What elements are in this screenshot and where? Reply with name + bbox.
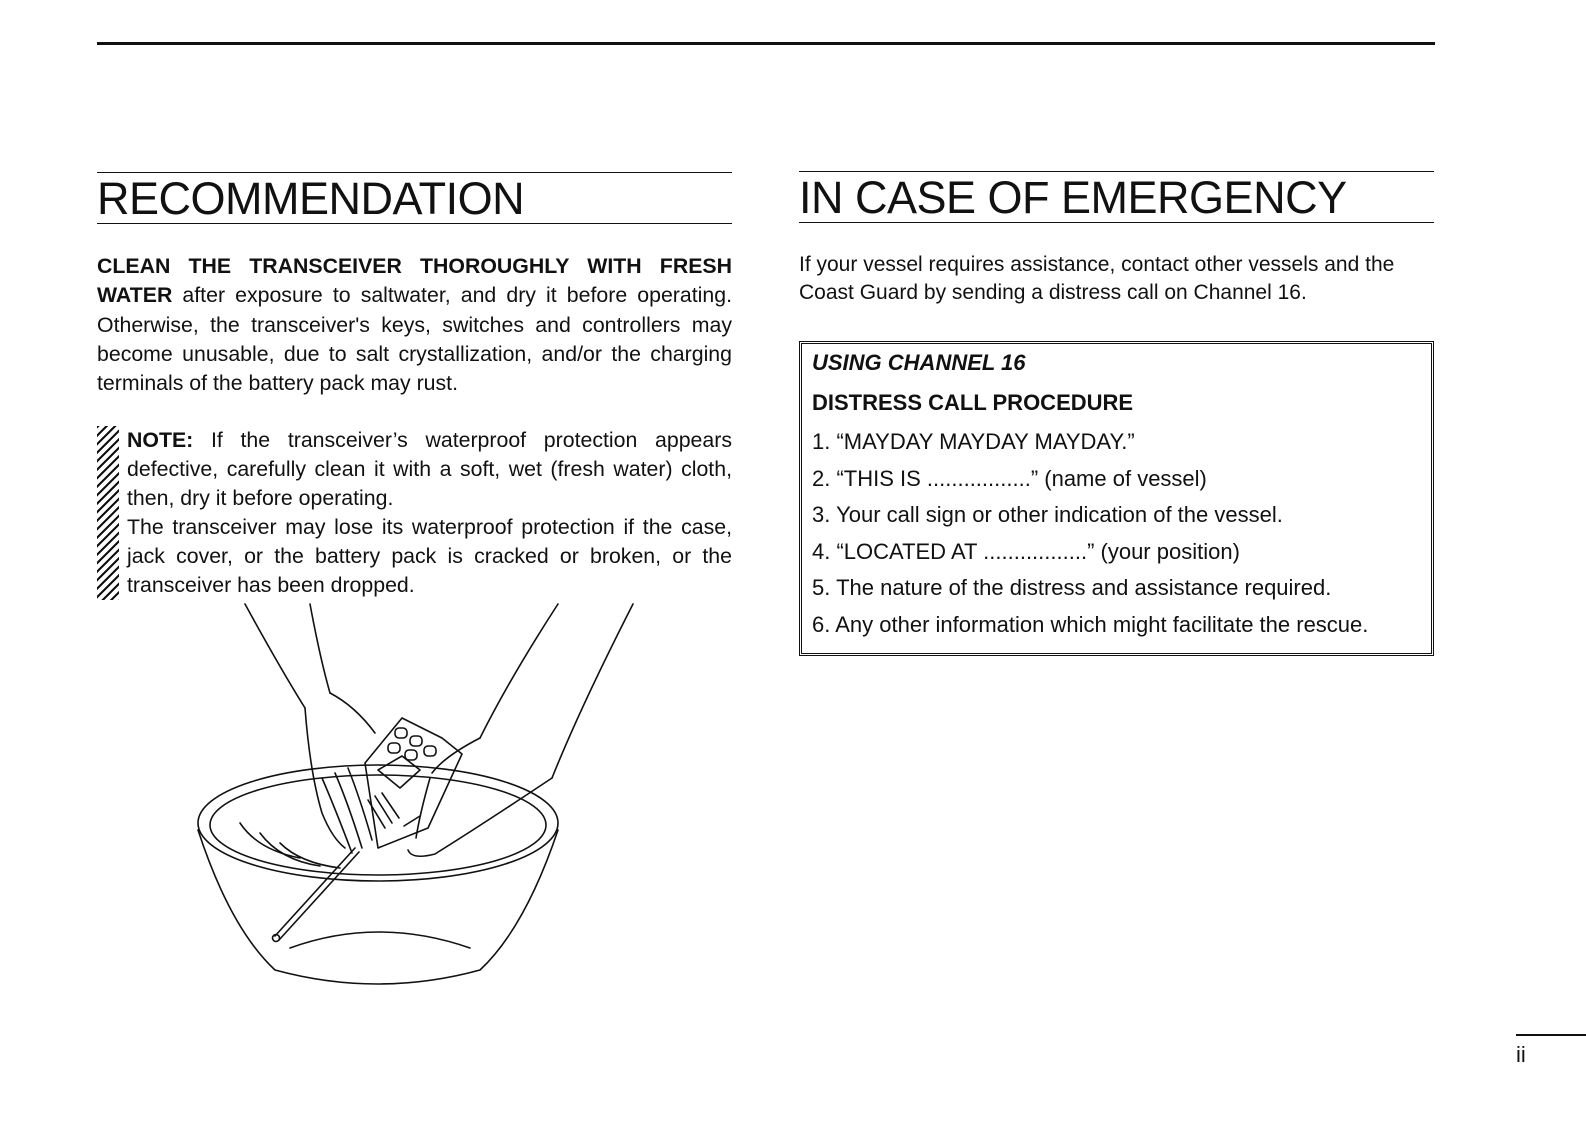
left-hand-icon [245, 604, 375, 853]
recommendation-body: after exposure to saltwater, and dry it before operating. Otherwise, the transceiver's keys, switches and controllers may become unusable, due to salt crystallization, and/or the charging terminals of the battery pack may rust. [97, 283, 732, 396]
procedure-step: 2. “THIS IS .................” (name of vessel) [812, 465, 1207, 491]
emergency-intro: If your vessel requires assistance, contact other vessels and the Coast Guard by sending a distress call on Channel 16. [799, 253, 1395, 304]
top-rule [97, 42, 1435, 45]
transceiver-icon [365, 718, 462, 848]
emergency-title: IN CASE OF EMERGENCY [799, 171, 1434, 223]
emergency-section [799, 171, 1434, 656]
recommendation-bold-lead: CLEAN THE TRANSCEIVER THOROUGHLY WITH FRESH WATER [97, 254, 732, 308]
procedure-step: 4. “LOCATED AT .................” (your position) [812, 538, 1240, 564]
recommendation-section [97, 172, 732, 600]
page-number: ii [1516, 1042, 1526, 1067]
antenna-icon [273, 848, 360, 942]
note-text [127, 426, 732, 513]
washing-illustration [180, 598, 650, 998]
recommendation-title: RECOMMENDATION [97, 172, 732, 224]
procedure-step: 5. The nature of the distress and assistance required. [812, 575, 1332, 600]
procedure-step: 3. Your call sign or other indication of the vessel. [812, 502, 1283, 527]
distress-procedure-box [799, 341, 1434, 656]
right-hand-icon [408, 604, 633, 856]
note-label: NOTE: [127, 428, 194, 453]
note-hatch-bar [97, 426, 119, 600]
box-subheading: DISTRESS CALL PROCEDURE [812, 390, 1134, 415]
note-line-1: If the transceiver’s waterproof protection appears defective, carefully clean it with a soft, wet (fresh water) cloth, then, dry it before operating. [127, 428, 732, 511]
box-heading: USING CHANNEL 16 [812, 350, 1026, 375]
procedure-step: 6. Any other information which might facilitate the rescue. [812, 611, 1369, 637]
procedure-step: 1. “MAYDAY MAYDAY MAYDAY.” [812, 429, 1135, 454]
bowl-icon [198, 765, 558, 984]
note-block [97, 426, 732, 600]
note-line-2: The transceiver may lose its waterproof protection if the case, jack cover, or the battery pack is cracked or broken, or the transceiver has been dropped. [127, 515, 732, 598]
recommendation-paragraph [97, 252, 732, 398]
page-number-rule [1516, 1034, 1586, 1036]
